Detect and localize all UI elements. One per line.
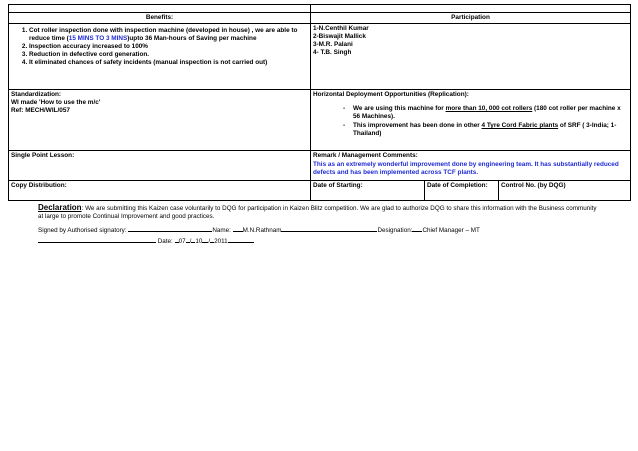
benefit-item: 4. It eliminated chances of safety incidents (manual inspection is not carried out) — [29, 59, 308, 67]
benefit-item: 2. Inspection accuracy increased to 100% — [29, 43, 308, 51]
signature-line — [38, 225, 598, 236]
signed-label: Signed by Authorised signatory: — [38, 227, 129, 234]
remark-body: This as an extremely wonderful improvement done by engineering team. It has substantially reduced defects and has been implemented across TCF plants. — [313, 161, 619, 176]
lesson-row — [9, 151, 631, 181]
date-year: 2011 — [214, 237, 228, 245]
horizontal-item: - We are using this machine for more than 10, 000 cot rollers (180 cot roller per machine x 56 Machines). — [343, 105, 628, 121]
participant: 1-N.Centhil Kumar — [313, 25, 369, 32]
date-day: 07 — [178, 237, 186, 245]
name-value: M.N.Rathnam — [242, 227, 282, 234]
horizontal-title: Horizontal Deployment Opportunities (Replication): — [313, 91, 469, 98]
standardization-ref: Ref: MECH/WIL/057 — [11, 107, 70, 114]
date-of-completion-cell: Date of Completion: — [425, 181, 499, 201]
declaration — [38, 203, 598, 222]
participant-list — [313, 25, 628, 57]
horizontal-item: - This improvement has been done in other 4 Tyre Cord Fabric plants of SRF ( 3-India; 1-Thailand) — [343, 122, 628, 138]
time-highlight: 15 MINS TO 3 MINS — [68, 35, 128, 42]
declaration-heading: Declaration — [38, 203, 82, 212]
distribution-row — [9, 181, 631, 201]
standardization-row — [9, 90, 631, 151]
signature-blank — [128, 225, 212, 232]
name-label: Name: — [212, 227, 233, 234]
designation-value: Chief Manager – MT — [422, 227, 480, 234]
remark-cell — [311, 151, 631, 181]
participation-cell — [311, 24, 631, 90]
participation-header: Participation — [311, 13, 631, 24]
benefit-item: 1. Cot roller inspection done with inspection machine (developed in house) , we are able to reduce time (15 MINS TO 3 MINS)upto 36 Man-hours of Saving per machine — [29, 27, 308, 43]
benefits-header: Benefits: — [9, 13, 311, 24]
horizontal-deployment-cell — [311, 90, 631, 151]
remark-title: Remark / Management Comments: — [313, 152, 418, 159]
kaizen-table — [8, 4, 631, 201]
copy-distribution-cell: Copy Distribution: — [9, 181, 311, 201]
participant: 2-Biswajit Mallick — [313, 33, 366, 40]
control-number-cell: Control No. (by DQG) — [499, 181, 631, 201]
single-point-lesson-cell: Single Point Lesson: — [9, 151, 311, 181]
benefits-list — [11, 27, 308, 67]
participant: 3-M.R. Palani — [313, 41, 353, 48]
designation-label: Designation: — [377, 227, 413, 234]
signature-block — [38, 225, 598, 246]
date-label: Date: — [157, 237, 175, 245]
standardization-cell — [9, 90, 311, 151]
declaration-text: : We are submitting this Kaizen case voluntarily to DQG for participation in Kaizen Blitz competition. We are glad to authorize DQG to share this information with the Business community at large to promote Continual Improvement and good practices. — [38, 205, 597, 221]
standardization-wi: WI made 'How to use the m/c' — [11, 99, 101, 106]
horizontal-list — [313, 105, 628, 138]
date-of-starting-cell: Date of Starting: — [311, 181, 425, 201]
header-row — [9, 13, 631, 24]
benefit-item: 3. Reduction in defective cord generation. — [29, 51, 308, 59]
benefits-cell — [9, 24, 311, 90]
top-strip-row — [9, 5, 631, 13]
date-line: Date: 07 / 10 / 2011 — [38, 236, 598, 247]
date-month: 10 — [195, 237, 203, 245]
benefits-row — [9, 24, 631, 90]
kaizen-form — [8, 4, 630, 201]
participant: 4- T.B. Singh — [313, 49, 352, 56]
standardization-title: Standardization: — [11, 91, 62, 98]
